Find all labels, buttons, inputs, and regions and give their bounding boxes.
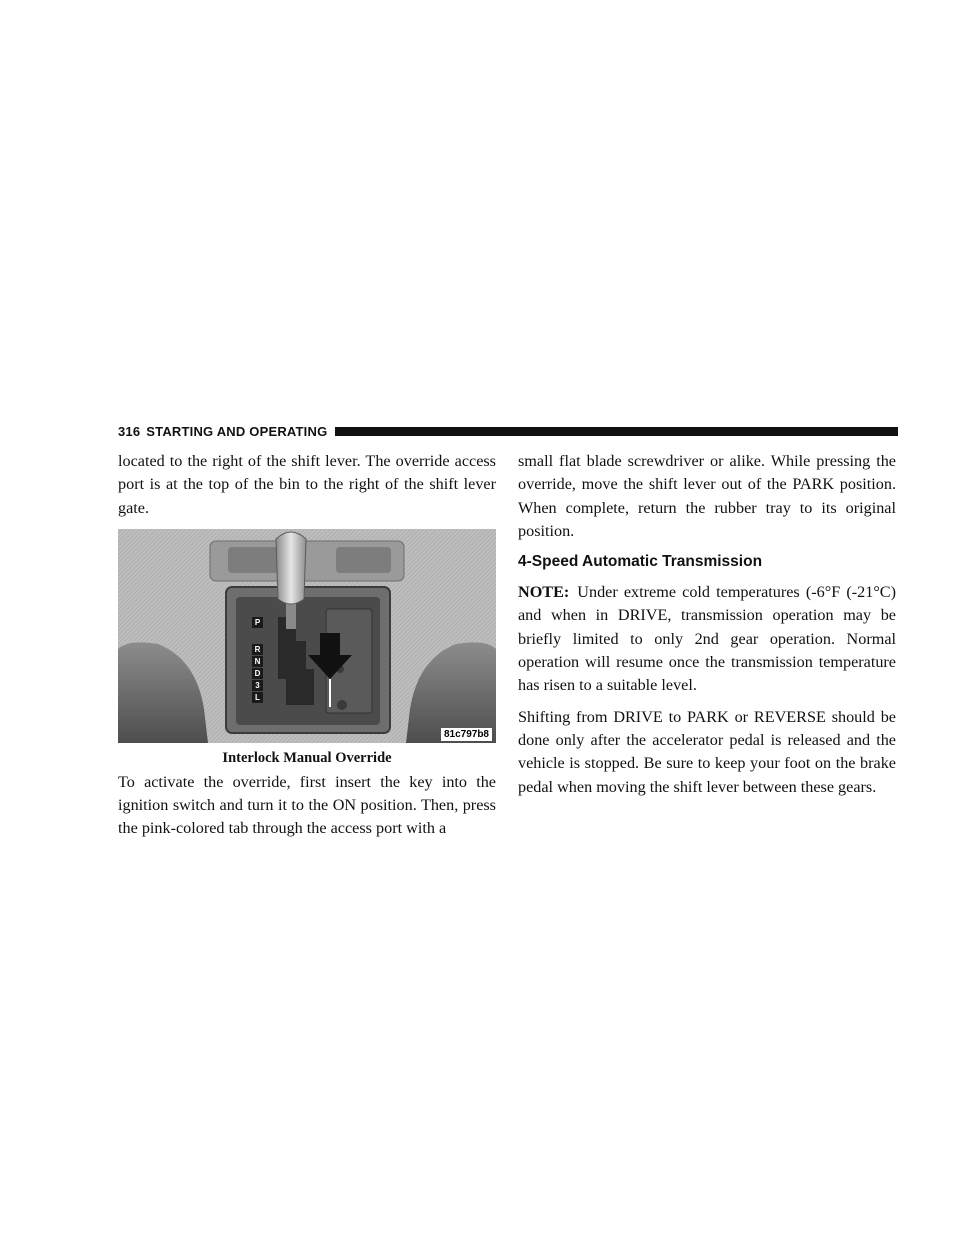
page-header [118,422,898,440]
figure-code: 81c797b8 [441,728,492,741]
note-paragraph [518,581,896,697]
paragraph-shifting: Shifting from DRIVE to PARK or REVERSE should be done only after the accelerator pedal is released and the vehicle is stopped. Be sure to keep your foot on the brake pedal when moving the shift lever between these gears. [518,707,896,796]
right-column [518,450,896,807]
header-rule [335,427,898,436]
section-title: STARTING AND OPERATING [146,423,328,439]
paragraph-screwdriver: small flat blade screwdriver or alike. While pressing the override, move the shift lever out of the PARK position. When complete, return the rubber tray to its original position. [518,452,896,540]
figure-caption: Interlock Manual Override [222,749,392,766]
gear-label-l: L [252,692,263,703]
gear-label-n: N [252,656,263,667]
interlock-override-figure [118,529,496,743]
gear-label-3: 3 [252,680,263,691]
gear-label-r: R [252,644,263,655]
note-text: Under extreme cold temperatures (-6°F (-21°C) and when in DRIVE, transmission operation may be briefly limited to only 2nd gear operation. Normal operation will resume once the transmission temperature has risen to a suitable level. [518,583,896,695]
paragraph-activate-override: To activate the override, first insert the key into the ignition switch and turn it to the ON position. Then, press the pink-colored tab through the access port with a [118,772,496,838]
left-column [118,450,496,841]
note-label: NOTE: [518,583,570,602]
page-number: 316 [118,423,141,439]
gear-label-d: D [252,668,263,679]
section-heading: 4-Speed Automatic Transmission [518,553,763,571]
shifter-illustration [118,529,496,743]
paragraph-override-location: located to the right of the shift lever. The override access port is at the top of the bin to the right of the shift lever gate. [118,452,496,517]
gear-label-p: P [252,617,263,628]
